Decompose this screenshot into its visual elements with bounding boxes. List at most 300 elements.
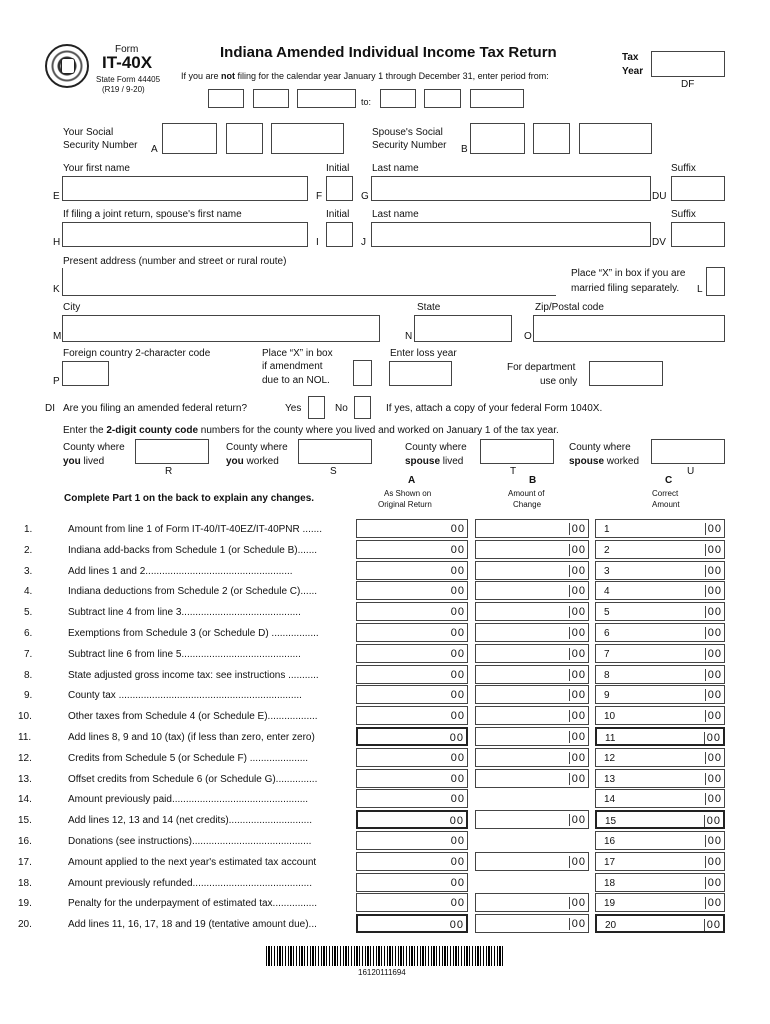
- line-item-row: [0, 852, 770, 872]
- period-to-day[interactable]: [424, 89, 461, 108]
- period-prompt: If you are not filing for the calendar year January 1 through December 31, enter period from:: [181, 71, 549, 81]
- first-name-label: Your first name: [63, 163, 130, 174]
- change-amount-field[interactable]: [475, 540, 589, 559]
- change-amount-field[interactable]: [475, 727, 589, 746]
- correct-amount-cents: 00: [705, 710, 722, 722]
- change-amount-field[interactable]: [475, 769, 589, 788]
- original-amount-field[interactable]: [356, 810, 468, 829]
- your-ssn-part2[interactable]: [226, 123, 263, 154]
- original-amount-cents: 00: [449, 815, 464, 827]
- line-label: Offset credits from Schedule 6 (or Schedule G)...............: [68, 774, 318, 785]
- state-label: State: [417, 302, 441, 313]
- dept-use-label-1: For department: [507, 362, 576, 373]
- county-lived-label-1: County where: [63, 442, 125, 453]
- correct-amount-field[interactable]: [595, 623, 725, 642]
- code-m: M: [53, 331, 62, 342]
- barcode: [266, 946, 504, 966]
- line-item-row: [0, 519, 770, 539]
- code-g: G: [361, 191, 369, 202]
- original-amount-field[interactable]: [356, 852, 468, 871]
- line-number: 14.: [18, 794, 32, 805]
- line-number: 12.: [18, 753, 32, 764]
- correct-amount-field[interactable]: [595, 727, 725, 746]
- original-amount-field[interactable]: [356, 769, 468, 788]
- column-a-letter: A: [408, 475, 416, 486]
- initial-field[interactable]: [326, 176, 353, 201]
- correct-amount-field[interactable]: [595, 852, 725, 871]
- correct-amount-field[interactable]: [595, 561, 725, 580]
- code-p: P: [53, 376, 60, 387]
- tax-year-label-2: Year: [622, 66, 644, 77]
- original-amount-cents: 00: [450, 669, 465, 681]
- change-amount-cents: 00: [569, 752, 586, 764]
- code-b: B: [461, 144, 468, 155]
- code-s: S: [330, 466, 337, 477]
- line-label: Exemptions from Schedule 3 (or Schedule D) .................: [68, 628, 319, 639]
- correct-amount-cents: 00: [705, 565, 722, 577]
- correct-amount-cents: 00: [705, 877, 722, 889]
- line-label: Indiana deductions from Schedule 2 (or Schedule C)......: [68, 586, 318, 597]
- period-from-day[interactable]: [253, 89, 289, 108]
- correct-amount-line-number: 10: [604, 711, 616, 722]
- line-number: 1.: [24, 524, 33, 535]
- correct-amount-line-number: 18: [604, 878, 616, 889]
- original-amount-field[interactable]: [356, 561, 468, 580]
- spouse-suffix-label: Suffix: [671, 209, 696, 220]
- correct-amount-cents: 00: [705, 835, 722, 847]
- spouse-ssn-part2[interactable]: [533, 123, 570, 154]
- original-amount-field[interactable]: [356, 665, 468, 684]
- code-n: N: [405, 331, 413, 342]
- change-amount-field[interactable]: [475, 602, 589, 621]
- original-amount-field[interactable]: [356, 602, 468, 621]
- correct-amount-field[interactable]: [595, 706, 725, 725]
- correct-amount-field[interactable]: [595, 893, 725, 912]
- code-l: L: [697, 284, 703, 295]
- correct-amount-field[interactable]: [595, 748, 725, 767]
- original-amount-cents: 00: [450, 793, 465, 805]
- line-label: Donations (see instructions)...........................................: [68, 836, 312, 847]
- married-separately-label-2: married filing separately.: [571, 283, 680, 294]
- original-amount-cents: 00: [450, 710, 465, 722]
- line-item-row: [0, 893, 770, 913]
- code-u: U: [687, 466, 695, 477]
- line-number: 10.: [18, 711, 32, 722]
- change-amount-cents: 00: [569, 606, 586, 618]
- original-amount-field[interactable]: [356, 685, 468, 704]
- correct-amount-cents: 00: [705, 585, 722, 597]
- line-number: 19.: [18, 898, 32, 909]
- state-field[interactable]: [414, 315, 512, 342]
- line-item-row: [0, 706, 770, 726]
- change-amount-field[interactable]: [475, 665, 589, 684]
- line-number: 2.: [24, 545, 33, 556]
- spouse-last-name-field[interactable]: [371, 222, 651, 247]
- code-f: F: [316, 191, 323, 202]
- suffix-field[interactable]: [671, 176, 725, 201]
- form-title: Indiana Amended Individual Income Tax Return: [220, 44, 557, 61]
- column-b-letter: B: [529, 475, 537, 486]
- county-worked-label-1: County where: [226, 442, 288, 453]
- form-revision: (R19 / 9-20): [102, 85, 145, 94]
- line-item-row: [0, 831, 770, 851]
- county-worked-field[interactable]: [298, 439, 372, 464]
- column-a-label-1: As Shown on: [384, 489, 432, 498]
- spouse-initial-field[interactable]: [326, 222, 353, 247]
- original-amount-field[interactable]: [356, 727, 468, 746]
- change-amount-field[interactable]: [475, 581, 589, 600]
- correct-amount-field[interactable]: [595, 581, 725, 600]
- change-amount-cents: 00: [569, 856, 586, 868]
- change-amount-cents: 00: [569, 918, 586, 930]
- correct-amount-line-number: 16: [604, 836, 616, 847]
- code-i: I: [316, 237, 319, 248]
- df-code: DF: [681, 79, 695, 90]
- foreign-country-field[interactable]: [62, 361, 109, 386]
- correct-amount-cents: 00: [705, 689, 722, 701]
- original-amount-field[interactable]: [356, 540, 468, 559]
- original-amount-field[interactable]: [356, 873, 468, 892]
- line-number: 8.: [24, 670, 33, 681]
- change-amount-cents: 00: [569, 689, 586, 701]
- correct-amount-line-number: 17: [604, 857, 616, 868]
- form-word: Form: [115, 44, 139, 55]
- correct-amount-field[interactable]: [595, 810, 725, 829]
- change-amount-cents: 00: [569, 814, 586, 826]
- amended-federal-question: Are you filing an amended federal return?: [63, 403, 248, 414]
- indiana-state-seal: [45, 44, 89, 88]
- line-label: Amount previously paid.................................................: [68, 794, 309, 805]
- correct-amount-field[interactable]: [595, 644, 725, 663]
- line-number: 13.: [18, 774, 32, 785]
- period-from-year[interactable]: [297, 89, 356, 108]
- code-o: O: [524, 331, 532, 342]
- tax-year-label-1: Tax: [622, 52, 639, 63]
- correct-amount-cents: 00: [705, 544, 722, 556]
- barcode-number: 16120111694: [358, 968, 406, 977]
- original-amount-cents: 00: [449, 919, 464, 931]
- line-number: 18.: [18, 878, 32, 889]
- correct-amount-line-number: 19: [604, 898, 616, 909]
- original-amount-cents: 00: [450, 689, 465, 701]
- line-item-row: [0, 769, 770, 789]
- change-amount-field[interactable]: [475, 519, 589, 538]
- change-amount-cents: 00: [569, 710, 586, 722]
- correct-amount-line-number: 2: [604, 545, 610, 556]
- original-amount-field[interactable]: [356, 914, 468, 933]
- your-ssn-label-2: Security Number: [63, 140, 138, 151]
- line-item-row: [0, 914, 770, 934]
- first-name-field[interactable]: [62, 176, 308, 201]
- original-amount-field[interactable]: [356, 706, 468, 725]
- correct-amount-line-number: 13: [604, 774, 616, 785]
- column-c-label-2: Amount: [652, 500, 680, 509]
- your-ssn-part1[interactable]: [162, 123, 217, 154]
- last-name-label: Last name: [372, 163, 419, 174]
- correct-amount-line-number: 6: [604, 628, 610, 639]
- correct-amount-cents: 00: [705, 627, 722, 639]
- original-amount-cents: 00: [450, 627, 465, 639]
- amended-federal-no-checkbox[interactable]: [354, 396, 371, 419]
- county-lived-field[interactable]: [135, 439, 209, 464]
- dept-use-label-2: use only: [540, 376, 578, 387]
- spouse-ssn-part3[interactable]: [579, 123, 652, 154]
- line-item-row: [0, 581, 770, 601]
- correct-amount-field[interactable]: [595, 685, 725, 704]
- county-lived-label-2: you lived: [63, 456, 105, 467]
- period-to-year[interactable]: [470, 89, 524, 108]
- foreign-country-label: Foreign country 2-character code: [63, 348, 211, 359]
- spouse-ssn-label-1: Spouse's Social: [372, 127, 443, 138]
- change-amount-blank: [475, 831, 589, 850]
- change-amount-field[interactable]: [475, 561, 589, 580]
- spouse-county-lived-field[interactable]: [480, 439, 554, 464]
- correct-amount-field[interactable]: [595, 831, 725, 850]
- initial-label: Initial: [326, 163, 350, 174]
- correct-amount-cents: 00: [704, 919, 721, 931]
- line-item-row: [0, 644, 770, 664]
- loss-year-label: Enter loss year: [390, 348, 457, 359]
- change-amount-cents: 00: [569, 773, 586, 785]
- original-amount-cents: 00: [450, 752, 465, 764]
- line-label: Penalty for the underpayment of estimated tax................: [68, 898, 318, 909]
- spouse-ssn-part1[interactable]: [470, 123, 525, 154]
- correct-amount-line-number: 9: [604, 690, 610, 701]
- spouse-last-name-label: Last name: [372, 209, 419, 220]
- line-item-row: [0, 685, 770, 705]
- correct-amount-cents: 00: [705, 793, 722, 805]
- period-to-month[interactable]: [380, 89, 416, 108]
- change-amount-cents: 00: [569, 544, 586, 556]
- column-c-letter: C: [665, 475, 673, 486]
- column-b-label-1: Amount of: [508, 489, 545, 498]
- change-amount-field[interactable]: [475, 644, 589, 663]
- original-amount-cents: 00: [450, 585, 465, 597]
- code-k: K: [53, 284, 60, 295]
- original-amount-field[interactable]: [356, 519, 468, 538]
- correct-amount-line-number: 4: [604, 586, 610, 597]
- line-item-row: [0, 789, 770, 809]
- line-item-row: [0, 602, 770, 622]
- correct-amount-line-number: 5: [604, 607, 610, 618]
- change-amount-field[interactable]: [475, 706, 589, 725]
- original-amount-field[interactable]: [356, 748, 468, 767]
- spouse-county-worked-field[interactable]: [651, 439, 725, 464]
- line-item-row: [0, 748, 770, 768]
- line-number: 11.: [18, 732, 32, 743]
- nol-checkbox[interactable]: [353, 360, 372, 386]
- correct-amount-line-number: 12: [604, 753, 616, 764]
- change-amount-field[interactable]: [475, 623, 589, 642]
- original-amount-cents: 00: [450, 606, 465, 618]
- no-label: No: [335, 403, 348, 414]
- correct-amount-cents: 00: [705, 669, 722, 681]
- zip-field[interactable]: [533, 315, 725, 342]
- line-item-row: [0, 540, 770, 560]
- line-item-row: [0, 665, 770, 685]
- yes-label: Yes: [285, 403, 302, 414]
- line-label: Add lines 12, 13 and 14 (net credits)..............................: [68, 815, 313, 826]
- line-number: 20.: [18, 919, 32, 930]
- correct-amount-field[interactable]: [595, 602, 725, 621]
- code-h: H: [53, 237, 61, 248]
- spouse-first-name-label: If filing a joint return, spouse's first name: [63, 209, 242, 220]
- line-number: 16.: [18, 836, 32, 847]
- line-label: County tax ..................................................................: [68, 690, 302, 701]
- change-amount-cents: 00: [569, 897, 586, 909]
- correct-amount-cents: 00: [704, 732, 721, 744]
- correct-amount-cents: 00: [705, 773, 722, 785]
- original-amount-cents: 00: [450, 773, 465, 785]
- change-amount-cents: 00: [569, 565, 586, 577]
- line-number: 7.: [24, 649, 33, 660]
- line-label: Add lines 8, 9 and 10 (tax) (if less than zero, enter zero): [68, 732, 315, 743]
- original-amount-cents: 00: [450, 523, 465, 535]
- address-label: Present address (number and street or rural route): [63, 256, 287, 267]
- line-number: 6.: [24, 628, 33, 639]
- spouse-ssn-label-2: Security Number: [372, 140, 447, 151]
- tax-year-field[interactable]: [651, 51, 725, 77]
- last-name-field[interactable]: [371, 176, 651, 201]
- original-amount-cents: 00: [450, 856, 465, 868]
- original-amount-field[interactable]: [356, 581, 468, 600]
- dept-use-field: [589, 361, 663, 386]
- change-amount-field[interactable]: [475, 685, 589, 704]
- your-ssn-label-1: Your Social: [63, 127, 114, 138]
- line-label: Subtract line 4 from line 3...........................................: [68, 607, 301, 618]
- spouse-county-lived-label-1: County where: [405, 442, 467, 453]
- change-amount-cents: 00: [569, 627, 586, 639]
- correct-amount-line-number: 3: [604, 566, 610, 577]
- original-amount-field[interactable]: [356, 644, 468, 663]
- correct-amount-field[interactable]: [595, 873, 725, 892]
- state-form-number: State Form 44405: [96, 75, 161, 84]
- loss-year-field[interactable]: [389, 361, 452, 386]
- line-item-row: [0, 727, 770, 747]
- original-amount-field[interactable]: [356, 623, 468, 642]
- form-code: IT-40X: [102, 53, 153, 72]
- change-amount-blank: [475, 873, 589, 892]
- change-amount-cents: 00: [569, 523, 586, 535]
- correct-amount-field[interactable]: [595, 914, 725, 933]
- correct-amount-field[interactable]: [595, 769, 725, 788]
- correct-amount-field[interactable]: [595, 519, 725, 538]
- line-label: Subtract line 6 from line 5...........................................: [68, 649, 301, 660]
- correct-amount-field[interactable]: [595, 665, 725, 684]
- married-separately-checkbox[interactable]: [706, 267, 725, 296]
- correct-amount-line-number: 15: [605, 816, 617, 827]
- code-r: R: [165, 466, 173, 477]
- line-number: 3.: [24, 566, 33, 577]
- correct-amount-line-number: 8: [604, 670, 610, 681]
- line-label: Other taxes from Schedule 4 (or Schedule E)..................: [68, 711, 318, 722]
- nol-label-3: due to an NOL.: [262, 375, 330, 386]
- change-amount-field[interactable]: [475, 810, 589, 829]
- line-label: State adjusted gross income tax: see instructions ...........: [68, 670, 319, 681]
- married-separately-label-1: Place “X” in box if you are: [571, 268, 686, 279]
- correct-amount-line-number: 11: [605, 733, 616, 744]
- change-amount-blank: [475, 789, 589, 808]
- line-label: Amount previously refunded...........................................: [68, 878, 312, 889]
- code-du: DU: [652, 191, 667, 202]
- city-label: City: [63, 302, 81, 313]
- zip-label: Zip/Postal code: [535, 302, 604, 313]
- part1-note: Complete Part 1 on the back to explain any changes.: [64, 493, 315, 504]
- change-amount-field[interactable]: [475, 852, 589, 871]
- line-label: Indiana add-backs from Schedule 1 (or Schedule B).......: [68, 545, 318, 556]
- correct-amount-field[interactable]: [595, 540, 725, 559]
- change-amount-field[interactable]: [475, 748, 589, 767]
- change-amount-field[interactable]: [475, 893, 589, 912]
- original-amount-field[interactable]: [356, 831, 468, 850]
- county-worked-label-2: you worked: [226, 456, 279, 467]
- spouse-suffix-field[interactable]: [671, 222, 725, 247]
- correct-amount-cents: 00: [705, 606, 722, 618]
- code-e: E: [53, 191, 60, 202]
- line-label: Amount applied to the next year's estimated tax account: [68, 857, 317, 868]
- spouse-county-worked-label-2: spouse worked: [569, 456, 640, 467]
- column-b-label-2: Change: [513, 500, 542, 509]
- amended-federal-yes-checkbox[interactable]: [308, 396, 325, 419]
- line-label: Add lines 11, 16, 17, 18 and 19 (tentative amount due)...: [68, 919, 317, 930]
- period-to-label: to:: [361, 97, 372, 107]
- correct-amount-field[interactable]: [595, 789, 725, 808]
- line-item-row: [0, 810, 770, 830]
- county-instruction: Enter the 2-digit county code numbers for the county where you lived and worked on January 1 of the tax year.: [63, 425, 559, 436]
- change-amount-field[interactable]: [475, 914, 589, 933]
- change-amount-cents: 00: [569, 669, 586, 681]
- column-c-label-1: Correct: [652, 489, 679, 498]
- line-label: Credits from Schedule 5 (or Schedule F) .....................: [68, 753, 309, 764]
- attach-1040x-note: If yes, attach a copy of your federal Form 1040X.: [386, 403, 603, 414]
- correct-amount-line-number: 20: [605, 920, 617, 931]
- original-amount-cents: 00: [450, 648, 465, 660]
- line-item-row: [0, 561, 770, 581]
- spouse-initial-label: Initial: [326, 209, 350, 220]
- period-from-month[interactable]: [208, 89, 244, 108]
- spouse-first-name-field[interactable]: [62, 222, 308, 247]
- correct-amount-line-number: 14: [604, 794, 616, 805]
- code-j: J: [361, 237, 366, 248]
- city-field[interactable]: [62, 315, 380, 342]
- original-amount-field[interactable]: [356, 893, 468, 912]
- line-item-row: [0, 873, 770, 893]
- correct-amount-cents: 00: [705, 523, 722, 535]
- correct-amount-cents: 00: [704, 815, 721, 827]
- your-ssn-part3[interactable]: [271, 123, 344, 154]
- line-label: Amount from line 1 of Form IT-40/IT-40EZ/IT-40PNR .......: [68, 524, 322, 535]
- original-amount-cents: 00: [450, 877, 465, 889]
- correct-amount-line-number: 1: [604, 524, 610, 535]
- original-amount-cents: 00: [449, 732, 464, 744]
- suffix-label: Suffix: [671, 163, 696, 174]
- nol-label-2: if amendment: [262, 361, 323, 372]
- code-di: DI: [45, 403, 55, 414]
- original-amount-field[interactable]: [356, 789, 468, 808]
- original-amount-cents: 00: [450, 544, 465, 556]
- correct-amount-cents: 00: [705, 648, 722, 660]
- code-a: A: [151, 144, 158, 155]
- original-amount-cents: 00: [450, 897, 465, 909]
- correct-amount-cents: 00: [705, 856, 722, 868]
- address-field[interactable]: [62, 268, 556, 296]
- change-amount-cents: 00: [569, 648, 586, 660]
- line-number: 17.: [18, 857, 32, 868]
- original-amount-cents: 00: [450, 835, 465, 847]
- line-number: 4.: [24, 586, 33, 597]
- spouse-county-worked-label-1: County where: [569, 442, 631, 453]
- column-a-label-2: Original Return: [378, 500, 432, 509]
